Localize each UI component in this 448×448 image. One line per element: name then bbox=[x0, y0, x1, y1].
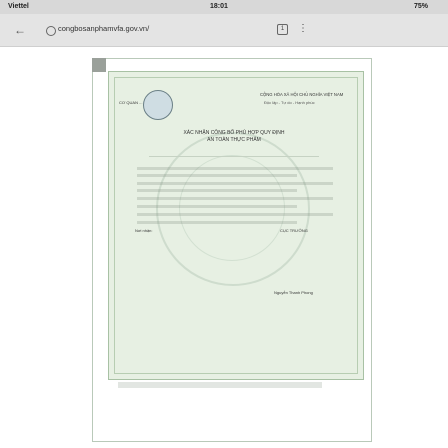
browser-url-bar bbox=[0, 14, 448, 47]
body-text-line bbox=[137, 213, 333, 216]
heading-line-2: AN TOÀN THỰC PHẨM bbox=[207, 137, 261, 143]
body-text-line bbox=[137, 205, 297, 208]
more-vertical-icon[interactable]: ⋮ bbox=[298, 23, 308, 34]
url-text[interactable]: congbosanphamvfa.gov.vn/ bbox=[58, 24, 150, 33]
carrier-text: Viettel bbox=[8, 3, 29, 10]
certificate-document bbox=[108, 71, 364, 380]
separator-line bbox=[149, 156, 319, 157]
time-text: 18:01 bbox=[210, 3, 228, 10]
back-icon[interactable]: ← bbox=[14, 23, 26, 37]
certificate-heading bbox=[159, 130, 309, 144]
recipient-note: Nơi nhận: bbox=[135, 228, 153, 233]
body-text-line bbox=[137, 174, 297, 177]
watermark-inner-circle bbox=[179, 155, 285, 261]
signatory-title: CỤC TRƯỞNG bbox=[280, 228, 308, 233]
document-footer-strip bbox=[118, 382, 322, 388]
status-bar bbox=[0, 0, 448, 14]
signature-name: Nguyễn Thanh Phong bbox=[274, 290, 313, 295]
heading-line-1: XÁC NHẬN CÔNG BỐ PHÙ HỢP QUY ĐỊNH bbox=[183, 130, 285, 136]
header-line-2: Độc lập - Tự do - Hạnh phúc bbox=[264, 100, 315, 105]
battery-text: 75% bbox=[413, 3, 428, 10]
lock-icon bbox=[46, 26, 56, 36]
body-text-line bbox=[137, 182, 333, 185]
body-text-line bbox=[137, 221, 297, 224]
tabs-icon[interactable]: 1 bbox=[277, 24, 288, 35]
body-text-line bbox=[137, 189, 297, 192]
body-text-line bbox=[137, 197, 333, 200]
header-line-1: CỘNG HÒA XÃ HỘI CHỦ NGHĨA VIỆT NAM bbox=[260, 92, 344, 97]
agency-line: CƠ QUAN ... bbox=[119, 100, 143, 105]
body-text-line bbox=[137, 167, 333, 170]
government-emblem-icon bbox=[143, 90, 173, 120]
corner-thumbnail[interactable] bbox=[92, 58, 106, 72]
